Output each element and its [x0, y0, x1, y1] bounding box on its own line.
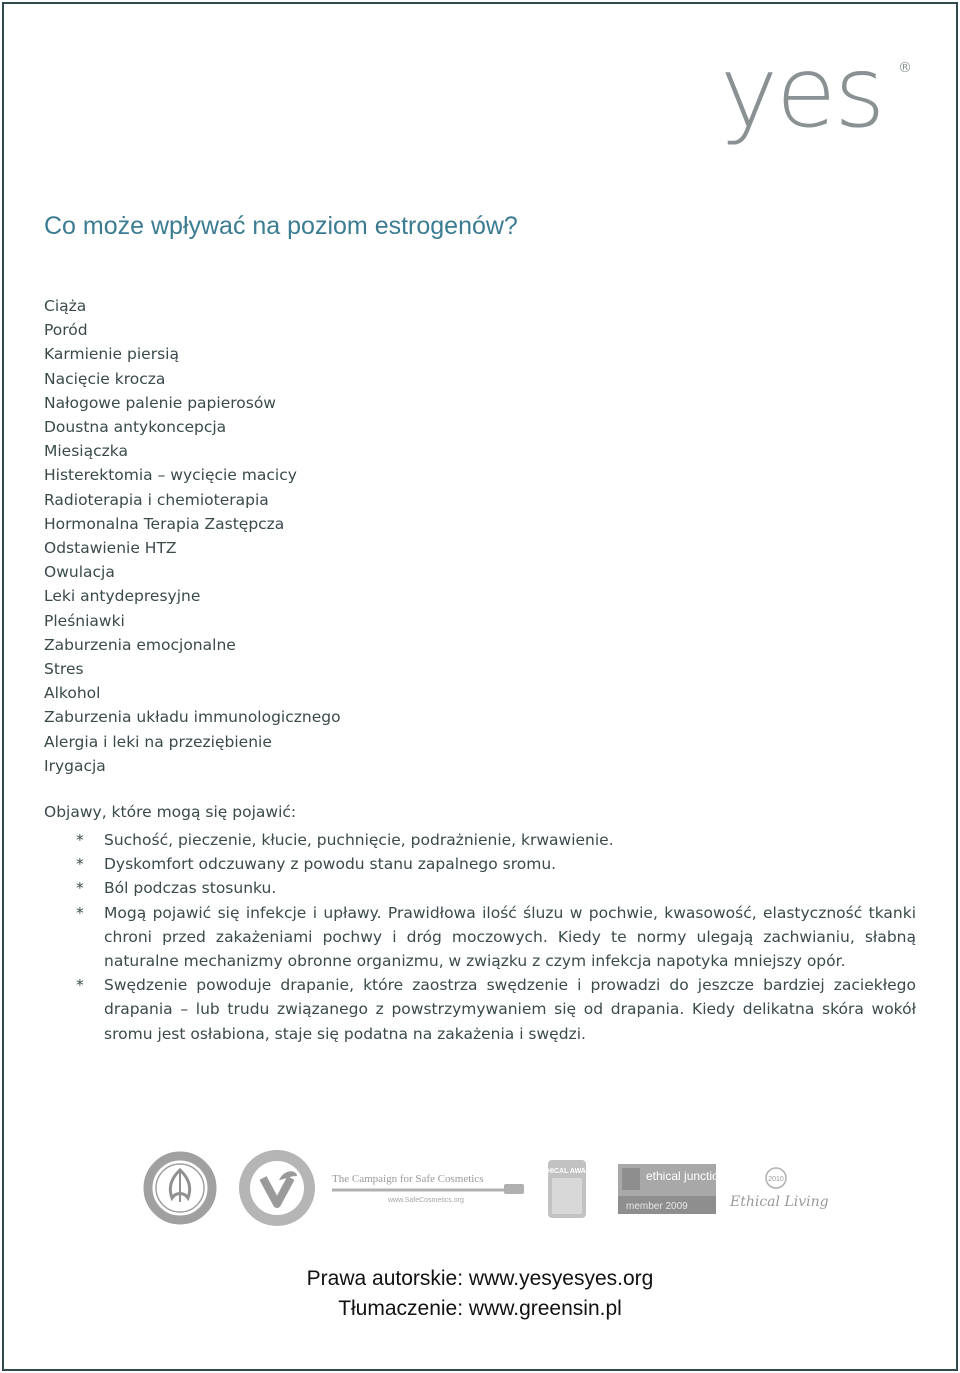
factor-item: Radioterapia i chemioterapia: [44, 490, 269, 509]
symptom-text: Ból podczas stosunku.: [104, 879, 277, 898]
vegetarian-society-approved-logo: [239, 1150, 315, 1226]
factor-item: Pleśniawki: [44, 611, 125, 630]
svg-text:The Campaign for Safe Cosmetic: The Campaign for Safe Cosmetics: [332, 1173, 484, 1185]
bullet-asterisk: *: [76, 879, 84, 898]
svg-text:2010: 2010: [768, 1176, 784, 1183]
symptom-text: Dyskomfort odczuwany z powodu stanu zapalnego sromu.: [104, 855, 557, 874]
svg-text:Ethical Living: Ethical Living: [730, 1194, 829, 1210]
factor-item: Histerektomia – wycięcie macicy: [44, 466, 297, 485]
factor-item: Doustna antykoncepcja: [44, 418, 227, 437]
symptom-text: Mogą pojawić się infekcje i upławy. Prawidłowa ilość śluzu w pochwie, kwasowość, elastyczność tkanki chroni przed zakażeniami pochwy i dróg moczowych. Kiedy te normy ulegają zachwianiu, słabną naturalne mechanizmy obronne organizmu, w związku z czym infekcja napotyka mniejszy opór.: [104, 903, 916, 971]
symptom-item: [44, 876, 916, 900]
logo-wordmark: yes: [720, 48, 884, 150]
factor-item: Stres: [44, 660, 84, 679]
svg-text:ethical junction: ethical junction: [646, 1169, 726, 1183]
bullet-asterisk: *: [76, 976, 84, 995]
factor-item: Karmienie piersią: [44, 345, 179, 364]
factor-item: Hormonalna Terapia Zastępcza: [44, 514, 285, 533]
certification-badges: [140, 1148, 840, 1228]
symptom-item: [44, 828, 916, 852]
svg-text:member 2009: member 2009: [626, 1201, 688, 1212]
footer: [0, 1264, 960, 1324]
page-title: Co może wpływać na poziom estrogenów?: [44, 212, 518, 240]
symptom-text: Suchość, pieczenie, kłucie, puchnięcie, podrażnienie, krwawienie.: [104, 831, 614, 849]
symptoms-heading: Objawy, które mogą się pojawić:: [44, 803, 297, 821]
factor-item: Ciąża: [44, 297, 87, 315]
soil-association-organic-logo: [148, 1156, 212, 1220]
factor-item: Odstawienie HTZ: [44, 539, 177, 558]
ethical-junction-logo: [618, 1164, 725, 1214]
factor-item: Alergia i leki na przeziębienie: [44, 732, 272, 751]
bullet-asterisk: *: [76, 855, 84, 874]
campaign-safe-cosmetics-logo: [332, 1173, 524, 1204]
registered-mark: ®: [898, 60, 912, 76]
symptom-item: [44, 901, 916, 974]
symptoms-list: [44, 828, 916, 1046]
yes-logo: [720, 48, 920, 158]
symptom-item: [44, 852, 916, 876]
symptom-item: [44, 973, 916, 1046]
svg-text:ETHICAL AWARD: ETHICAL AWARD: [538, 1168, 596, 1175]
factor-item: Owulacja: [44, 563, 115, 582]
factor-item: Irygacja: [44, 756, 106, 775]
factor-item: Zaburzenia emocjonalne: [44, 635, 236, 654]
factors-list: [44, 294, 341, 778]
factor-item: Nałogowe palenie papierosów: [44, 393, 276, 412]
svg-text:www.SafeCosmetics.org: www.SafeCosmetics.org: [388, 1197, 464, 1204]
ethical-award-logo: [538, 1160, 596, 1218]
ethical-living-logo: [729, 1168, 829, 1210]
factor-item: Miesiączka: [44, 442, 128, 461]
factor-item: Alkohol: [44, 684, 101, 703]
bullet-asterisk: *: [76, 903, 84, 922]
factor-item: Leki antydepresyjne: [44, 587, 201, 606]
copyright-line: Prawa autorskie: www.yesyesyes.org: [306, 1267, 654, 1290]
factor-item: Poród: [44, 321, 88, 340]
bullet-asterisk: *: [76, 831, 84, 849]
factor-item: Zaburzenia układu immunologicznego: [44, 708, 341, 727]
symptom-text: Swędzenie powoduje drapanie, które zaostrza swędzenie i prowadzi do jeszcze bardziej zaciekłego drapania – lub trudu związanego z powstrzymywaniem się od drapania. Kiedy delikatna skóra wokół sromu jest osłabiona, staje się podatna na zakażenia i swędzi.: [104, 976, 916, 1043]
factor-item: Nacięcie krocza: [44, 369, 166, 388]
translation-line: Tłumaczenie: www.greensin.pl: [338, 1297, 622, 1320]
